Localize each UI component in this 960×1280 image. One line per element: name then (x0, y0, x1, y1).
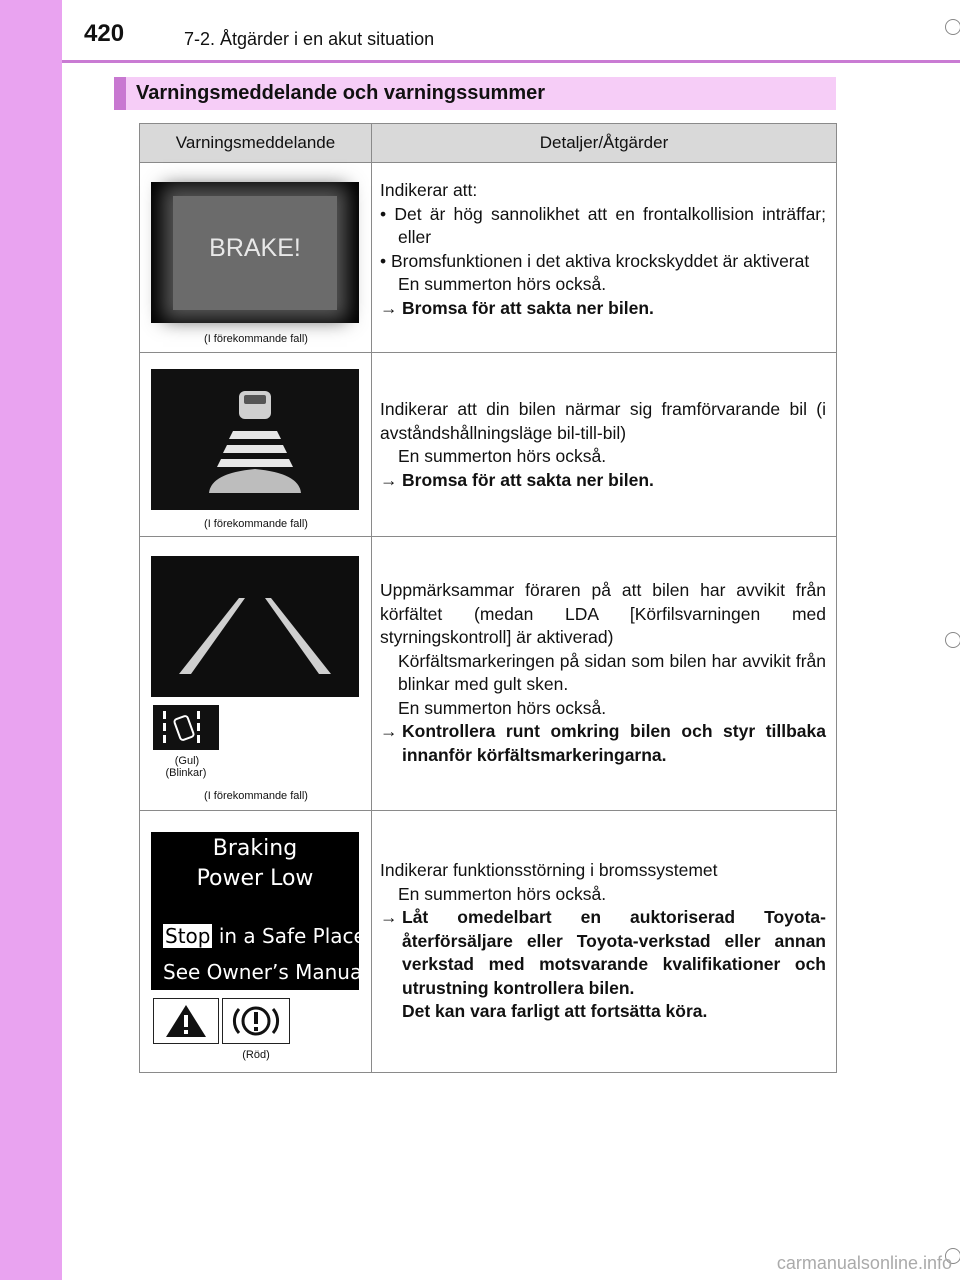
side-margin-bar (0, 0, 62, 1280)
table-row (140, 811, 837, 1073)
action-text (380, 906, 826, 1000)
detail-text: En summerton hörs också. (398, 883, 607, 904)
warning-triangle-icon (153, 998, 219, 1044)
detail-text: En summerton hörs också. (398, 697, 607, 718)
lane-car-icon (153, 705, 219, 750)
detail-text: En summerton hörs också. (398, 274, 607, 294)
arrow-icon: → (380, 907, 398, 927)
warning-details (372, 811, 837, 1073)
arrow-icon: → (380, 469, 398, 490)
page-number: 420 (84, 20, 125, 47)
image-caption: (I förekommande fall) (204, 518, 308, 530)
warning-details (372, 353, 837, 537)
icon-caption: (Röd) (242, 1049, 270, 1061)
column-header: Detaljer/Åtgärder (372, 124, 837, 163)
screen-line: Braking (212, 836, 298, 861)
screen-line-text: in a Safe Place (212, 924, 366, 948)
arrow-icon: → (380, 721, 398, 741)
lda-icon (153, 705, 219, 750)
warning-image-cell (140, 163, 372, 353)
icon-caption: (Blinkar) (165, 767, 207, 779)
image-caption: (I förekommande fall) (204, 333, 308, 345)
detail-text: Indikerar att din bilen närmar sig framförvarande bil (i avståndshållningsläge bil-till-bil) (380, 399, 826, 443)
warning-image-cell (140, 353, 372, 537)
table-header-row (140, 124, 837, 163)
crop-mark (945, 632, 960, 648)
action-label: Bromsa för att sakta ner bilen. (402, 469, 654, 490)
warning-image-cell (140, 537, 372, 811)
lane-lines-icon (151, 556, 359, 697)
lane-departure-screen (151, 556, 359, 697)
detail-text: Uppmärksammar föraren på att bilen har avvikit från körfältet (medan LDA [Körfilsvarningen med styrningskontroll] är aktiverad) (380, 580, 826, 647)
brake-warning-icon (222, 998, 290, 1044)
arrow-icon: → (380, 297, 398, 318)
header-rule (62, 60, 960, 63)
warning-details (372, 163, 837, 353)
table-row (140, 537, 837, 811)
action-label: Låt omedelbart en auktoriserad Toyota-återförsäljare eller Toyota-verkstad eller annan verkstad med motsvarande kvalifikationer och utrustning kontrollera bilen. (402, 907, 826, 998)
crop-mark (945, 19, 960, 35)
distance-warning-screen (151, 369, 359, 510)
image-caption: (I förekommande fall) (204, 790, 308, 802)
brake-warning-screen (151, 182, 359, 323)
action-text (380, 720, 826, 767)
braking-power-low-screen (151, 832, 368, 990)
column-header: Varningsmeddelande (140, 124, 372, 163)
warning-image-cell (140, 811, 372, 1073)
action-label: Kontrollera runt omkring bilen och styr tillbaka innanför körfältsmarkeringarna. (402, 721, 826, 765)
table-row (140, 353, 837, 537)
footer-watermark: carmanualsonline.info (776, 1253, 952, 1273)
screen-line: See Owner’s Manual (163, 960, 368, 984)
detail-bullet: • Det är hög sannolikhet att en frontalkollision inträffar; eller (380, 203, 826, 247)
action-text (380, 469, 826, 493)
section-title: Varningsmeddelande och varningssummer (114, 77, 836, 110)
chapter-title: 7-2. Åtgärder i en akut situation (184, 29, 435, 49)
warning-table (139, 123, 837, 1073)
stop-highlight: Stop (165, 924, 211, 948)
detail-text: Körfältsmarkeringen på sidan som bilen har avvikit från blinkar med gult sken. (398, 650, 826, 694)
detail-text: Indikerar att: (380, 180, 478, 200)
action-text: Det kan vara farligt att fortsätta köra. (402, 1001, 708, 1021)
action-text (380, 297, 826, 321)
detail-text: En summerton hörs också. (398, 446, 607, 466)
warning-details (372, 537, 837, 811)
icon-caption: (Gul) (174, 755, 200, 767)
car-ahead-icon (151, 369, 359, 510)
detail-text: Indikerar funktionsstörning i bromssystemet (380, 860, 718, 880)
screen-line (163, 924, 366, 948)
brake-text: BRAKE! (209, 234, 301, 262)
table-row (140, 163, 837, 353)
action-label: Bromsa för att sakta ner bilen. (402, 297, 654, 318)
detail-bullet: • Bromsfunktionen i det aktiva krockskyddet är aktiverat (380, 250, 810, 271)
screen-line: Power Low (196, 866, 314, 891)
